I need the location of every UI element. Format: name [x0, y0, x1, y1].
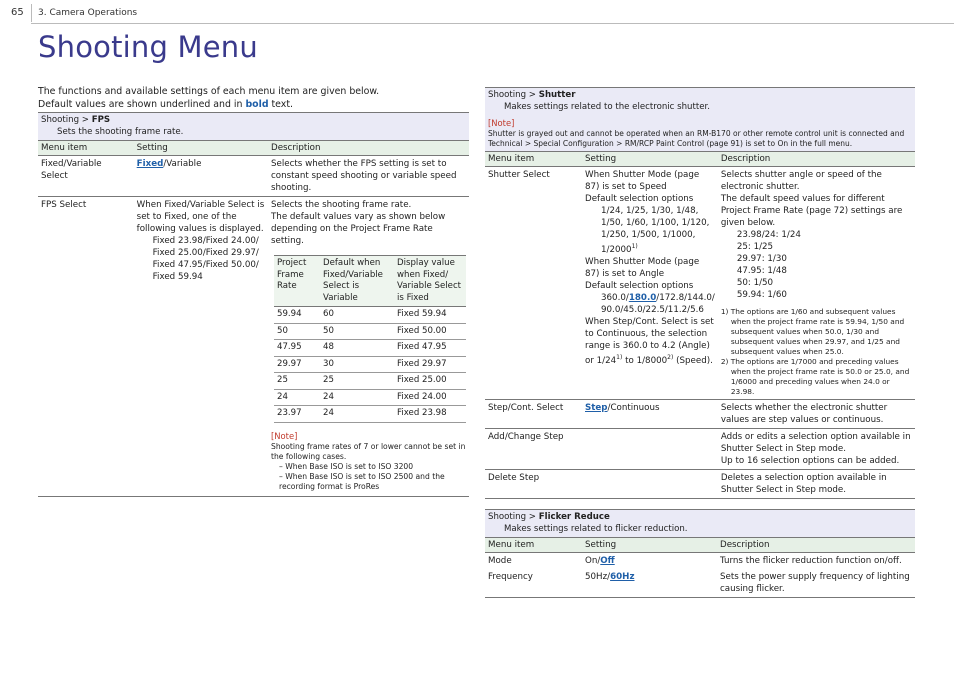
- flicker-description: Makes settings related to flicker reduction.: [504, 523, 688, 534]
- variable-default-cell: 24: [320, 406, 394, 423]
- footnote-2: 2) The options are 1/7000 and preceding values when the project frame rate is 50.0 or 25.0, and 1/6000 and preceding values when 24.0 or 23.98.: [720, 357, 910, 396]
- default-value: 180.0: [628, 292, 657, 303]
- page-title: Shooting Menu: [38, 30, 258, 64]
- intro-text: [38, 85, 379, 111]
- variable-default-cell: 50: [320, 323, 394, 340]
- fps-section: [38, 112, 469, 497]
- fps-description: Sets the shooting frame rate.: [57, 126, 184, 137]
- footnote-ref: 2): [667, 353, 674, 361]
- intro-bold-word: bold: [245, 99, 269, 110]
- cont-range-end: (Speed).: [673, 355, 713, 366]
- table-row: [274, 389, 466, 406]
- shutter-description: Makes settings related to the electronic shutter.: [504, 101, 710, 112]
- footnotes: [721, 307, 912, 397]
- list-item: 59.94: 1/60: [736, 290, 787, 300]
- default-value: Step: [585, 403, 608, 413]
- menu-item-step-cont-select: Step/Cont. Select: [485, 400, 582, 429]
- table-row: [485, 400, 915, 429]
- angle-pre: 360.0/: [601, 292, 629, 303]
- fixed-display-cell: Fixed 50.00: [394, 323, 466, 340]
- setting-line: When Fixed/Variable Select is set to Fixed, one of the following values is displayed.: [136, 200, 265, 234]
- col-header-setting: Setting: [582, 152, 718, 167]
- col-header-project-frame-rate: Project Frame Rate: [274, 256, 320, 307]
- desc-line: Adds or edits a selection option available in Shutter Select in Step mode.: [720, 432, 911, 454]
- setting-line: [585, 316, 715, 367]
- setting-values: Fixed 23.98/Fixed 24.00/ Fixed 25.00/Fixed 29.97/ Fixed 47.95/Fixed 50.00/ Fixed 59.94: [152, 236, 259, 282]
- note-label: [Note]: [488, 118, 515, 128]
- speed-options-text: 1/24, 1/25, 1/30, 1/48, 1/50, 1/60, 1/100, 1/120, 1/250, 1/500, 1/1000, 1/2000: [601, 206, 710, 255]
- flicker-table-header: [485, 538, 915, 553]
- note-item: – When Base ISO is set to ISO 2500 and the recording format is ProRes: [279, 471, 445, 491]
- shutter-table: [485, 151, 915, 499]
- menu-item-mode: Mode: [488, 556, 512, 566]
- setting-cell: [582, 470, 718, 499]
- flicker-path-bold: Flicker Reduce: [538, 512, 610, 522]
- page-header: [0, 0, 954, 24]
- setting-rest: /Variable: [163, 159, 202, 169]
- variable-default-cell: 48: [320, 340, 394, 357]
- shutter-table-header: [485, 152, 915, 167]
- header-divider: [31, 4, 32, 22]
- menu-item-add-change-step: Add/Change Step: [485, 429, 582, 470]
- angle-post: /172.8/144.0/ 90.0/45.0/22.5/11.2/5.6: [601, 292, 715, 315]
- table-row: [274, 340, 466, 357]
- setting-line: Default selection options: [585, 194, 694, 204]
- fps-table: [38, 140, 469, 497]
- section-link[interactable]: 3. Camera Operations: [38, 8, 138, 18]
- list-item: 25: 1/25: [736, 242, 774, 252]
- fps-title-bar: [38, 112, 469, 140]
- variable-default-cell: 30: [320, 356, 394, 373]
- default-value: Off: [600, 556, 615, 566]
- desc-line: Selects shutter angle or speed of the electronic shutter.: [720, 170, 882, 192]
- flicker-path-pre: Shooting >: [488, 512, 539, 522]
- fps-path-pre: Shooting >: [41, 115, 92, 125]
- col-header-display-fixed: Display value when Fixed/ Variable Select is Fixed: [394, 256, 466, 307]
- setting-cell: [134, 156, 268, 197]
- description-cell: Selects whether the electronic shutter values are step values or continuous.: [718, 400, 915, 429]
- default-speed-list: [721, 229, 912, 301]
- frame-rate-cell: 59.94: [274, 307, 320, 324]
- shutter-path: [488, 90, 912, 102]
- table-row: [38, 197, 469, 497]
- page-number: 65: [11, 7, 24, 18]
- cont-range: When Step/Cont. Select is set to Continuous, the selection range is 360.0 to 4.2 (Angle) or 1/24: [585, 316, 714, 366]
- description-cell: [718, 429, 915, 470]
- frame-rate-table: [274, 255, 466, 423]
- fps-note: [271, 431, 466, 492]
- footnote-ref: 1): [616, 353, 623, 361]
- frame-rate-cell: 25: [274, 373, 320, 390]
- col-header-description: Description: [717, 538, 915, 553]
- table-row: [485, 553, 915, 570]
- frame-rate-cell: 24: [274, 389, 320, 406]
- fps-path-bold: FPS: [91, 115, 111, 125]
- menu-item-fixed-variable-select: Fixed/Variable Select: [38, 156, 134, 197]
- table-row: [485, 167, 915, 400]
- col-header-setting: Setting: [582, 538, 717, 553]
- intro-line-2-post: text.: [268, 99, 293, 110]
- default-value: 60Hz: [610, 572, 635, 582]
- col-header-default-variable: Default when Fixed/Variable Select is Variable: [320, 256, 394, 307]
- fixed-display-cell: Fixed 25.00: [394, 373, 466, 390]
- note-item: – When Base ISO is set to ISO 3200: [279, 461, 414, 471]
- shutter-path-bold: Shutter: [538, 90, 576, 100]
- description-cell: Deletes a selection option available in Shutter Select in Step mode.: [718, 470, 915, 499]
- variable-default-cell: 25: [320, 373, 394, 390]
- frame-rate-table-header: [274, 256, 466, 307]
- footnote-ref: 1): [631, 243, 638, 250]
- setting-rest: /Continuous: [607, 403, 660, 413]
- note-text: Shutter is grayed out and cannot be operated when an RM-B170 or other remote control unit is connected and Technical > Special Configuration > RM/RCP Paint Control (page 91) is set to On in the full menu.: [488, 129, 905, 148]
- desc-line: Selects the shooting frame rate.: [271, 200, 412, 210]
- cont-range-mid: to 1/8000: [622, 355, 668, 366]
- intro-line-2-pre: Default values are shown underlined and in: [38, 99, 246, 110]
- col-header-menu-item: Menu item: [485, 152, 582, 167]
- speed-options: [585, 205, 715, 256]
- frame-rate-table-body: [274, 307, 466, 423]
- table-row: [274, 406, 466, 423]
- note-label: [Note]: [271, 430, 298, 441]
- col-header-menu-item: Menu item: [485, 538, 582, 553]
- setting-cell: [582, 553, 717, 570]
- setting-cell: [582, 400, 718, 429]
- table-row: [485, 470, 915, 499]
- setting-line: When Shutter Mode (page 87) is set to Speed: [585, 170, 700, 192]
- angle-options: [585, 292, 715, 316]
- fixed-display-cell: Fixed 24.00: [394, 389, 466, 406]
- setting-pre: 50Hz/: [585, 572, 611, 582]
- setting-cell: [582, 429, 718, 470]
- flicker-table: [485, 537, 915, 598]
- footnote-1: 1) The options are 1/60 and subsequent values when the project frame rate is 59.94, 1/50 and subsequent values when 50.0, 1/30 and subsequent values when 29.97, and 1/25 and subsequent values when 25.0.: [720, 307, 905, 356]
- menu-item-frequency: Frequency: [485, 569, 582, 598]
- col-header-setting: Setting: [134, 141, 268, 156]
- menu-item-shutter-select: Shutter Select: [485, 167, 582, 400]
- shutter-path-pre: Shooting >: [488, 90, 539, 100]
- description-cell: Sets the power supply frequency of lighting causing flicker.: [717, 569, 915, 598]
- description-cell: Selects whether the FPS setting is set to constant speed shooting or variable speed shooting.: [268, 156, 469, 197]
- table-row: [485, 429, 915, 470]
- description-cell: [718, 167, 915, 400]
- shutter-title-bar: [485, 87, 915, 151]
- list-item: 23.98/24: 1/24: [736, 230, 801, 240]
- list-item: 29.97: 1/30: [736, 254, 787, 264]
- table-row: [274, 323, 466, 340]
- col-header-menu-item: Menu item: [38, 141, 134, 156]
- description-cell: [268, 197, 469, 497]
- intro-line-1: The functions and available settings of each menu item are given below.: [38, 86, 380, 97]
- menu-item-fps-select: FPS Select: [38, 197, 134, 497]
- setting-cell: [582, 167, 718, 400]
- flicker-path: [488, 512, 912, 524]
- flicker-title-bar: [485, 509, 915, 537]
- desc-line: The default speed values for different Project Frame Rate (page 72) settings are given below.: [720, 194, 903, 228]
- fps-table-header: [38, 141, 469, 156]
- intro-line-2: [38, 98, 379, 111]
- header-rule: [31, 23, 954, 24]
- setting-pre: On/: [585, 556, 601, 566]
- fixed-display-cell: Fixed 47.95: [394, 340, 466, 357]
- frame-rate-cell: 47.95: [274, 340, 320, 357]
- desc-line: Up to 16 selection options can be added.: [720, 456, 900, 466]
- description-cell: Turns the flicker reduction function on/off.: [720, 556, 902, 566]
- list-item: 50: 1/50: [736, 278, 774, 288]
- table-row: [274, 373, 466, 390]
- setting-line: When Shutter Mode (page 87) is set to Angle: [585, 256, 700, 279]
- fixed-display-cell: Fixed 23.98: [394, 406, 466, 423]
- table-row: [274, 356, 466, 373]
- desc-line: The default values vary as shown below depending on the Project Frame Rate setting.: [271, 212, 446, 246]
- list-item: 47.95: 1/48: [736, 266, 787, 276]
- fixed-display-cell: Fixed 29.97: [394, 356, 466, 373]
- col-header-description: Description: [718, 152, 915, 167]
- menu-item-delete-step: Delete Step: [485, 470, 582, 499]
- fps-path: [41, 115, 466, 127]
- note-text: Shooting frame rates of 7 or lower cannot be set in the following cases.: [271, 441, 466, 461]
- setting-line: Default selection options: [585, 280, 694, 291]
- frame-rate-cell: 50: [274, 323, 320, 340]
- table-row: [38, 156, 469, 197]
- default-value: Fixed: [136, 159, 164, 169]
- col-header-description: Description: [268, 141, 469, 156]
- frame-rate-cell: 23.97: [274, 406, 320, 423]
- variable-default-cell: 24: [320, 389, 394, 406]
- table-row: [274, 307, 466, 324]
- frame-rate-cell: 29.97: [274, 356, 320, 373]
- variable-default-cell: 60: [320, 307, 394, 324]
- table-row: [485, 569, 915, 598]
- setting-cell: [134, 197, 268, 497]
- setting-cell: [582, 569, 717, 598]
- shutter-section: [485, 87, 915, 598]
- fixed-display-cell: Fixed 59.94: [394, 307, 466, 324]
